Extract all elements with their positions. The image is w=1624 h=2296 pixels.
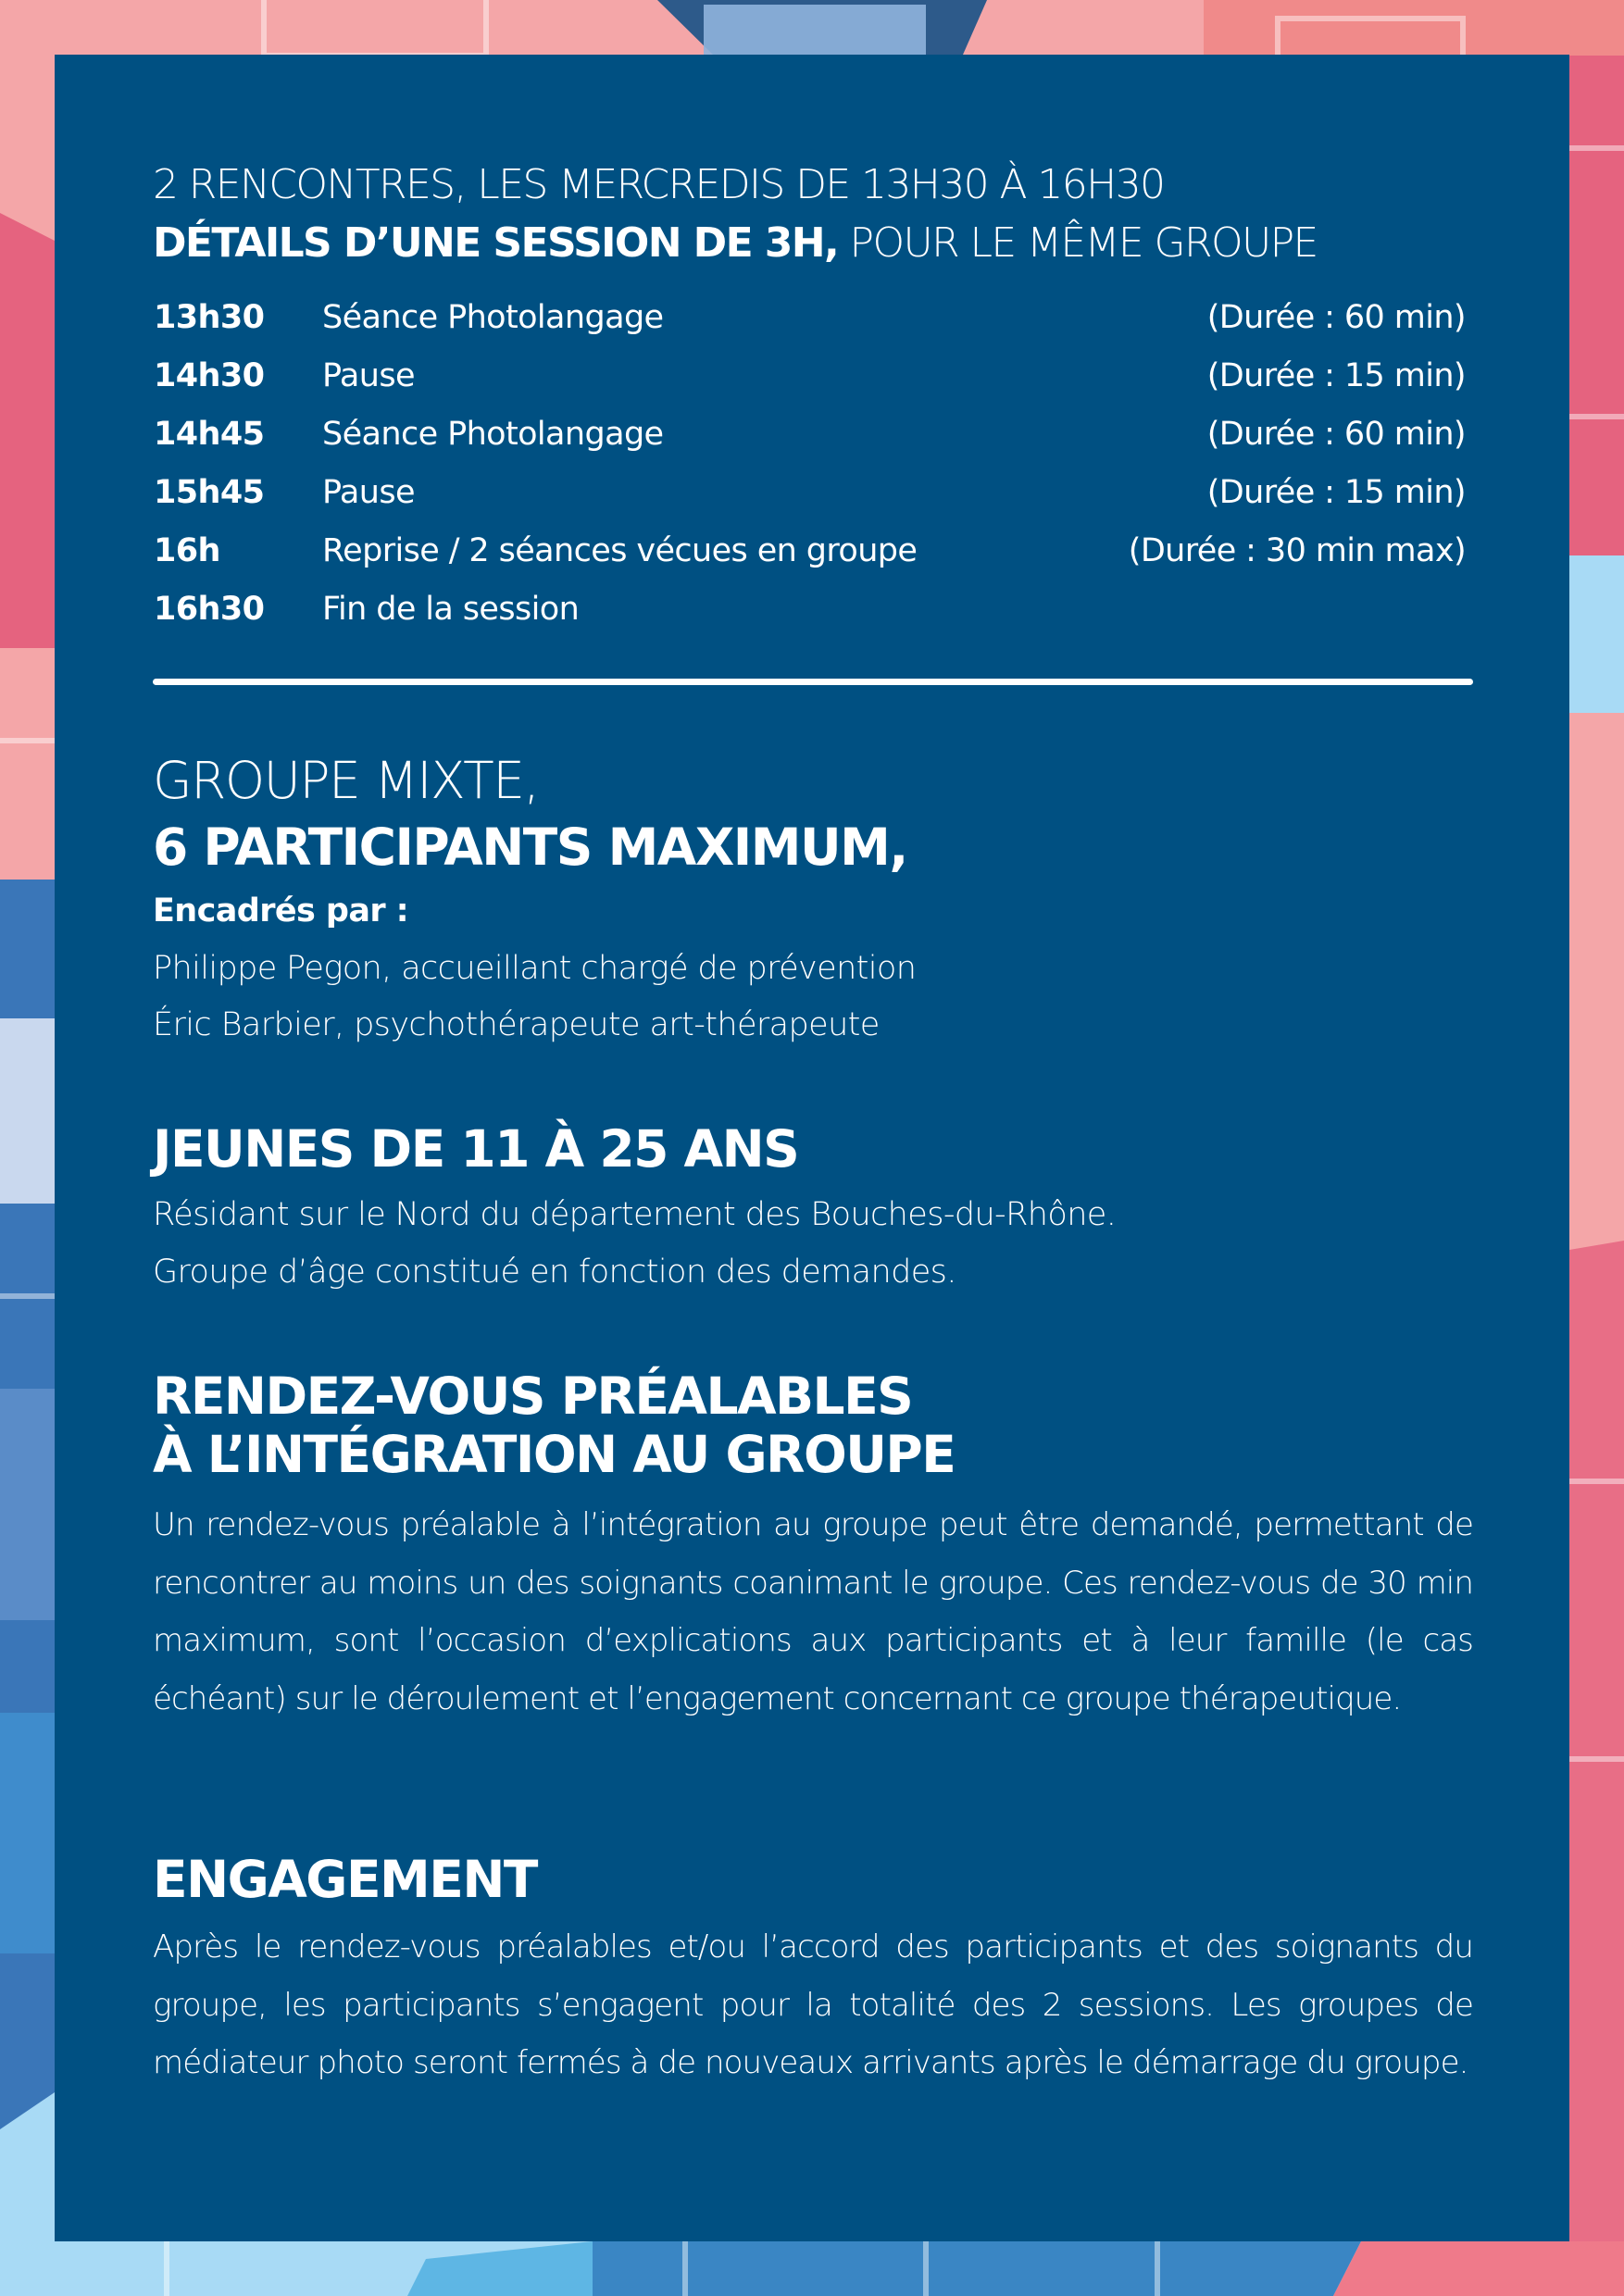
schedule-time: 13h30 (154, 299, 265, 336)
schedule-label: Reprise / 2 séances vécues en groupe (322, 532, 918, 569)
appointments-title-line-1: RENDEZ-VOUS PRÉALABLES (153, 1366, 913, 1426)
engagement-text: Après le rendez-vous préalables et/ou l’accord des participants et des soignants du groupe, les participants s’engagent pour la totalité des 2 sessions. Les groupes de médiateur photo seront fermés à de nouveaux arrivants après le démarrage du groupe. (153, 1928, 1473, 2081)
appointments-text: Un rendez-vous préalable à l’intégration au groupe peut être demandé, permettant de rencontrer au moins un des soignants coanimant le groupe. Ces rendez-vous de 30 min maximum, sont l’occasion d’explications aux participants et à leur famille (le cas échéant) sur le déroulement et l’engagement concernant ce groupe thérapeutique. (153, 1506, 1473, 1717)
schedule-label: Pause (322, 357, 415, 394)
supervised-by-label: Encadrés par : (153, 892, 408, 930)
group-capacity-title: 6 PARTICIPANTS MAXIMUM, (153, 817, 907, 877)
schedule-row (154, 589, 1466, 630)
staff-member: Philippe Pegon, accueillant chargé de prévention (153, 950, 917, 987)
schedule-label: Séance Photolangage (322, 299, 664, 336)
schedule-time: 16h30 (154, 591, 265, 628)
schedule-row (154, 530, 1466, 571)
header-line-2-regular: POUR LE MÊME GROUPE (838, 219, 1318, 267)
schedule-duration: (Durée : 30 min max) (1128, 532, 1466, 569)
schedule-time: 15h45 (154, 474, 265, 511)
audience-title: JEUNES DE 11 À 25 ANS (153, 1119, 799, 1179)
schedule-time: 16h (154, 532, 220, 569)
section-divider (153, 679, 1473, 685)
schedule-duration: (Durée : 60 min) (1206, 416, 1466, 453)
group-title: GROUPE MIXTE, (153, 751, 539, 810)
schedule-duration: (Durée : 60 min) (1206, 299, 1466, 336)
appointments-title-line-2: À L’INTÉGRATION AU GROUPE (153, 1425, 956, 1484)
schedule-row (154, 297, 1466, 338)
schedule-row (154, 472, 1466, 513)
header-line-1: 2 RENCONTRES, LES MERCREDIS DE 13H30 À 16H30 (153, 161, 1165, 208)
engagement-title: ENGAGEMENT (153, 1850, 537, 1909)
schedule-time: 14h45 (154, 416, 265, 453)
schedule-label: Fin de la session (322, 591, 580, 628)
schedule-row (154, 356, 1466, 396)
header-line-2-bold: DÉTAILS D’UNE SESSION DE 3H, (153, 219, 839, 267)
schedule-duration: (Durée : 15 min) (1206, 357, 1466, 394)
schedule-row (154, 414, 1466, 455)
schedule-duration: (Durée : 15 min) (1206, 474, 1466, 511)
info-panel (55, 55, 1569, 2241)
schedule-time: 14h30 (154, 357, 265, 394)
header-line-2 (153, 219, 1318, 267)
schedule-label: Pause (322, 474, 415, 511)
staff-member: Éric Barbier, psychothérapeute art-thérapeute (153, 1006, 880, 1043)
audience-line: Groupe d’âge constitué en fonction des demandes. (153, 1254, 956, 1291)
audience-line: Résidant sur le Nord du département des Bouches-du-Rhône. (153, 1196, 1117, 1233)
schedule-label: Séance Photolangage (322, 416, 664, 453)
